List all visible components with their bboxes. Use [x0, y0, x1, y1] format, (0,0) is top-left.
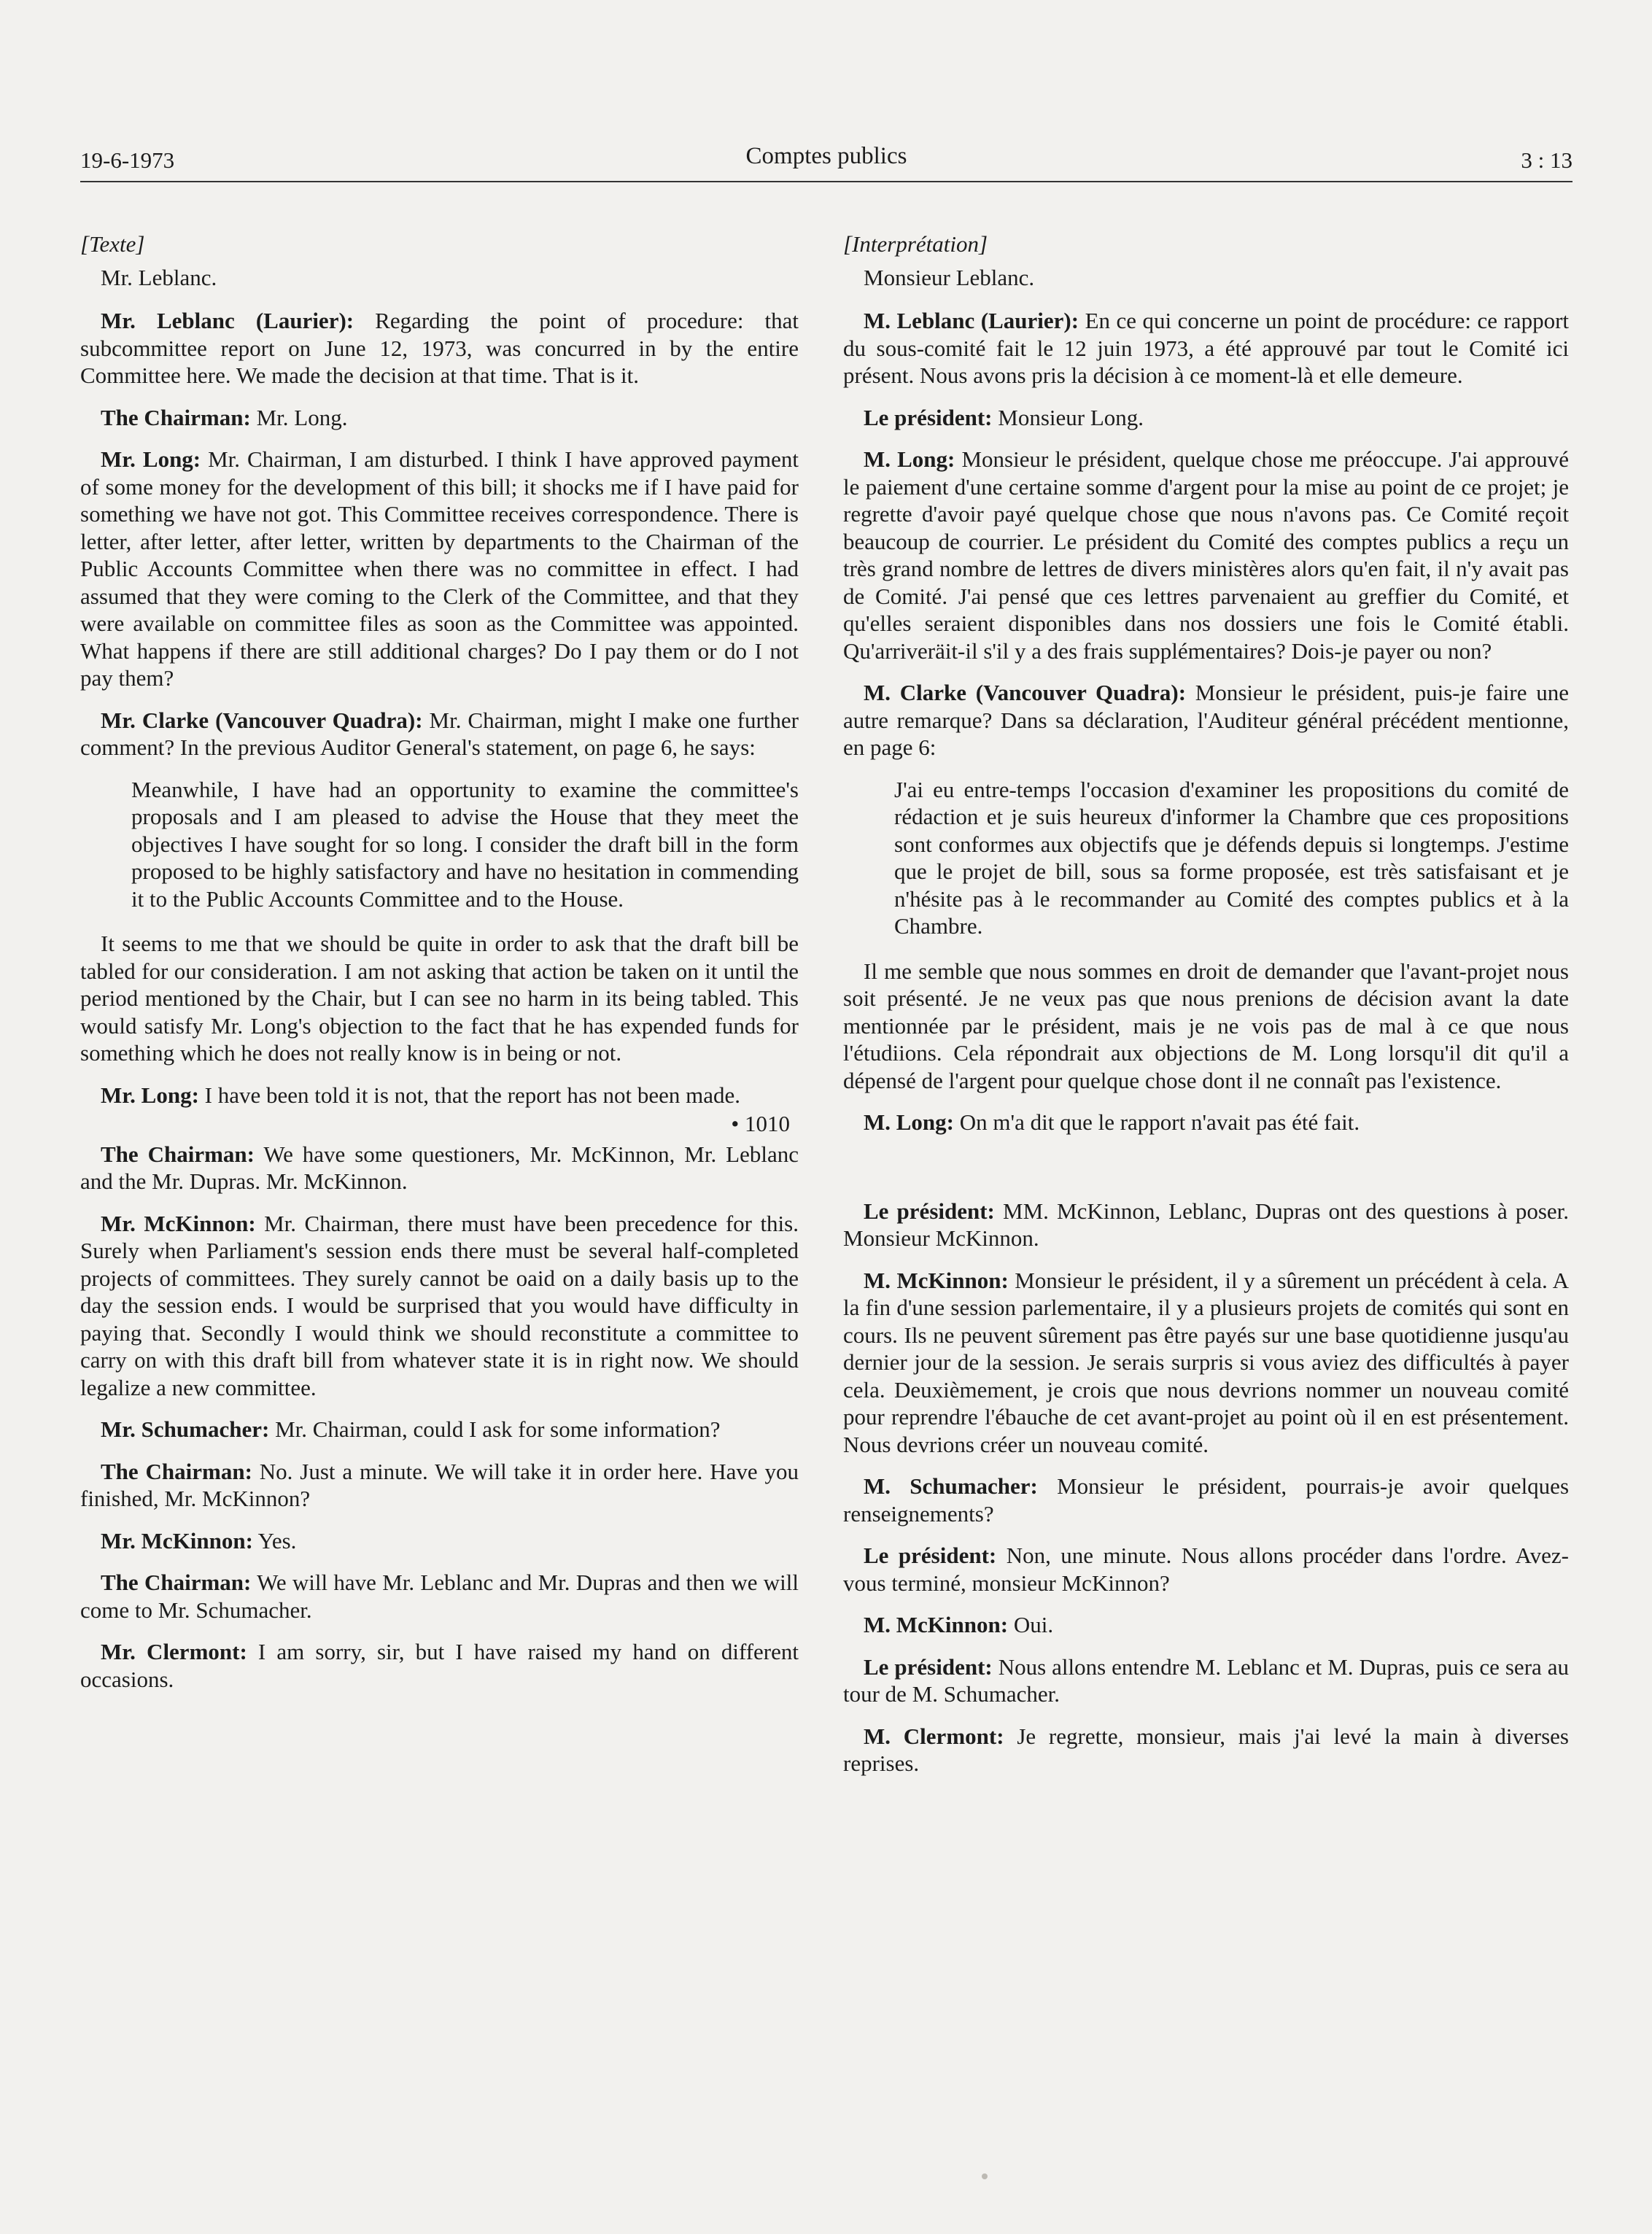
speaker-label: The Chairman:	[101, 1570, 252, 1595]
speech-text: I have been told it is not, that the report has not been made.	[198, 1082, 740, 1108]
speech-text: Monsieur le président, puis-je faire une autre remarque? Dans sa déclaration, l'Auditeur général précédent mentionne, en page 6:	[843, 680, 1569, 760]
speech-text: Mr. Chairman, might I make one further comment? In the previous Auditor General's statement, on page 6, he says:	[80, 707, 799, 760]
speech-paragraph	[80, 404, 799, 432]
page-header	[80, 143, 1572, 182]
speech-text: En ce qui concerne un point de procédure: ce rapport du sous-comité fait le 12 juin 1973, a été approuvé par tout le Comité ici présent. Nous avons pris la décision à ce moment-là et elle demeure.	[843, 308, 1569, 388]
speech-paragraph	[80, 1527, 799, 1555]
speech-text: Mr. Chairman, could I ask for some information?	[269, 1416, 721, 1442]
header-page-number: 3 : 13	[1521, 147, 1572, 173]
speaker-label: M. McKinnon:	[864, 1267, 1009, 1293]
speech-text: I am sorry, sir, but I have raised my hand on different occasions.	[80, 1639, 799, 1692]
speech-paragraph	[843, 1267, 1569, 1459]
speech-paragraph	[80, 1638, 799, 1693]
speaker-label: Mr. Long:	[101, 446, 201, 472]
speech-text: Oui.	[1008, 1612, 1054, 1637]
speaker-label: The Chairman:	[101, 404, 251, 430]
speaker-label: Le président:	[864, 404, 993, 430]
speech-paragraph	[843, 1723, 1569, 1777]
speaker-label: Mr. McKinnon:	[101, 1527, 253, 1554]
speech-text: Non, une minute. Nous allons procéder dans l'ordre. Avez-vous terminé, monsieur McKinnon?	[843, 1543, 1569, 1596]
speaker-label: Le président:	[864, 1198, 995, 1224]
paragraph: Il me semble que nous sommes en droit de demander que l'avant-projet nous soit présenté. Je ne veux pas que nous prenions de décision avant la date mentionnée par le président, mais je ne vois pas de mal à ce que nous l'étudiions. Cela répondrait aux objections de M. Long lorsqu'il dit qu'il a dépensé de l'argent pour quelque chose dont il ne connaît pas l'existence.	[843, 958, 1569, 1093]
column-spacer	[843, 1151, 1569, 1198]
speech-text: MM. McKinnon, Leblanc, Dupras ont des questions à poser. Monsieur McKinnon.	[843, 1198, 1570, 1251]
speaker-label: M. Clermont:	[864, 1723, 1004, 1749]
header-date: 19-6-1973	[80, 147, 175, 173]
section-tag-texte: [Texte]	[80, 231, 145, 257]
speaker-label: M. Long:	[864, 446, 955, 472]
header-title: Comptes publics	[745, 143, 907, 169]
speaker-label: Mr. Clermont:	[101, 1639, 247, 1664]
paragraph: It seems to me that we should be quite in order to ask that the draft bill be tabled for our consideration. I am not asking that action be taken on it until the period mentioned by the Chair, but I can see no harm in its being tabled. This would satisfy Mr. Long's objection to the fact that he has expended funds for something which he does not really know is in being or not.	[80, 931, 799, 1066]
block-quote: J'ai eu entre-temps l'occasion d'examiner les propositions du comité de rédaction et je suis heureux d'informer la Chambre que ces propositions sont conformes aux objectifs que je défends depuis si longtemps. J'estime que le projet de bill, sous sa forme proposée, est très satisfaisant et je n'hésite pas à le recommander au Comité des comptes publics et à la Chambre.	[894, 776, 1569, 939]
speaker-label: Mr. Leblanc (Laurier):	[101, 308, 354, 333]
section-tag-interpretation: [Interprétation]	[843, 231, 988, 257]
speech-paragraph	[843, 1653, 1569, 1708]
speech-text: On m'a dit que le rapport n'avait pas été fait.	[954, 1109, 1360, 1135]
speech-text: Monsieur le président, pourrais-je avoir quelques renseignements?	[843, 1473, 1570, 1527]
speaker-label: The Chairman:	[101, 1141, 255, 1167]
speaker-label: Mr. McKinnon:	[101, 1210, 256, 1236]
speaker-label: Le président:	[864, 1653, 993, 1680]
speech-paragraph	[843, 1198, 1569, 1252]
speech-text: Nous allons entendre M. Leblanc et M. Dupras, puis ce sera au tour de M. Schumacher.	[843, 1653, 1570, 1707]
speech-text: We have some questioners, Mr. McKinnon, Mr. Leblanc and the Mr. Dupras. Mr. McKinnon.	[80, 1141, 799, 1194]
speech-text: Mr. Long.	[250, 404, 348, 430]
speech-text: Monsieur Long.	[992, 404, 1144, 430]
speaker-label: M. Long:	[864, 1109, 954, 1135]
speech-paragraph	[80, 1458, 799, 1513]
speech-paragraph	[843, 679, 1569, 761]
block-quote: Meanwhile, I have had an opportunity to examine the committee's proposals and I am pleased to advise the House that they meet the objectives I have sought for so long. I consider the draft bill in the form proposed to be highly satisfactory and have no hesitation in commending it to the Public Accounts Committee and to the House.	[131, 776, 799, 912]
speaker-label: Le président:	[864, 1543, 997, 1568]
speech-text: Mr. Chairman, I am disturbed. I think I have approved payment of some money for the development of this bill; it shocks me if I have paid for something we have not got. This Committee receives correspondence. There is letter, after letter, after letter, written by departments to the Chairman of the Public Accounts Committee when there was no committee in effect. I had assumed that they were coming to the Clerk of the Committee, and that they were available on committee files as soon as the Committee was appointed. What happens if there are still additional charges? Do I pay them or do I not pay them?	[80, 446, 799, 691]
french-column	[843, 230, 1569, 1792]
speech-paragraph	[843, 1542, 1569, 1597]
speech-text: No. Just a minute. We will take it in order here. Have you finished, Mr. McKinnon?	[80, 1458, 799, 1511]
speech-text: Yes.	[252, 1527, 297, 1554]
speaker-label: Mr. Long:	[101, 1082, 199, 1108]
speech-text: Je regrette, monsieur, mais j'ai levé la main à diverses reprises.	[843, 1723, 1569, 1776]
speaker-label: M. Leblanc (Laurier):	[864, 308, 1079, 333]
speech-paragraph	[80, 1569, 799, 1624]
speech-text: We will have Mr. Leblanc and Mr. Dupras and then we will come to Mr. Schumacher.	[80, 1570, 799, 1623]
paragraph: Mr. Leblanc.	[101, 264, 217, 290]
speech-paragraph	[843, 1473, 1569, 1527]
paragraph: Monsieur Leblanc.	[864, 264, 1035, 290]
speaker-label: M. Clarke (Vancouver Quadra):	[864, 680, 1187, 705]
speech-paragraph	[843, 446, 1569, 664]
speech-paragraph	[80, 1210, 799, 1402]
speaker-label: Mr. Schumacher:	[101, 1416, 270, 1442]
speaker-label: M. Schumacher:	[864, 1473, 1038, 1499]
speaker-label: The Chairman:	[101, 1458, 252, 1484]
speech-paragraph	[80, 307, 799, 389]
speaker-label: Mr. Clarke (Vancouver Quadra):	[101, 707, 423, 733]
speech-paragraph	[843, 1611, 1569, 1639]
speaker-label: M. McKinnon:	[864, 1612, 1009, 1637]
speech-paragraph	[80, 446, 799, 692]
speech-text: Monsieur le président, quelque chose me préoccupe. J'ai approuvé le paiement d'une certaine somme d'argent pour la mise au point de ce projet; je regrette d'avoir payé quelque chose que nous n'avons pas. Ce Comité reçoit beaucoup de courrier. Le président du Comité des comptes publics a reçu un très grand nombre de lettres de divers ministères alors qu'en fait, il n'y avait pas de Comité. J'ai pensé que ces lettres parvenaient au greffier du Comité, et qu'elles seraient disponibles dans nos dossiers une fois le Comité établi. Qu'arriveräit-il s'il y a des frais supplémentaires? Dois-je payer ou non?	[843, 446, 1570, 664]
speech-paragraph	[80, 1141, 799, 1195]
speech-paragraph	[843, 1109, 1569, 1136]
timestamp-marker: • 1010	[731, 1111, 790, 1136]
speech-text: Regarding the point of procedure: that subcommittee report on June 12, 1973, was concurred in by the entire Committee here. We made the decision at that time. That is it.	[80, 308, 799, 388]
speech-text: Mr. Chairman, there must have been precedence for this. Surely when Parliament's session ends there must be several half-completed projects of committees. They surely cannot be oaid on a daily basis up to the day the session ends. I would be surprised that you would have difficulty in paying that. Secondly I would think we should reconstitute a committee to carry on with this draft bill from whatever state it is in right now. We should legalize a new committee.	[80, 1210, 799, 1400]
speech-paragraph	[843, 404, 1569, 432]
paper-speck	[982, 2173, 988, 2179]
speech-paragraph	[80, 1082, 799, 1109]
speech-paragraph	[80, 1416, 799, 1443]
speech-text: Monsieur le président, il y a sûrement un précédent à cela. A la fin d'une session parlementaire, il y a plusieurs projets de comités qui sont en cours. Ils ne peuvent sûrement pas être payés sur une base quotidienne jusqu'au dernier jour de la session. Je serais surpris si vous aviez des difficultés à payer cela. Deuxièmement, je crois que nous devrions nommer un nouveau comité pour reprendre l'ébauche de cet avant-projet au point où il en est présentement. Nous devrions créer un nouveau comité.	[843, 1267, 1569, 1457]
english-column	[80, 230, 799, 1707]
speech-paragraph	[843, 307, 1569, 389]
speech-paragraph	[80, 707, 799, 761]
